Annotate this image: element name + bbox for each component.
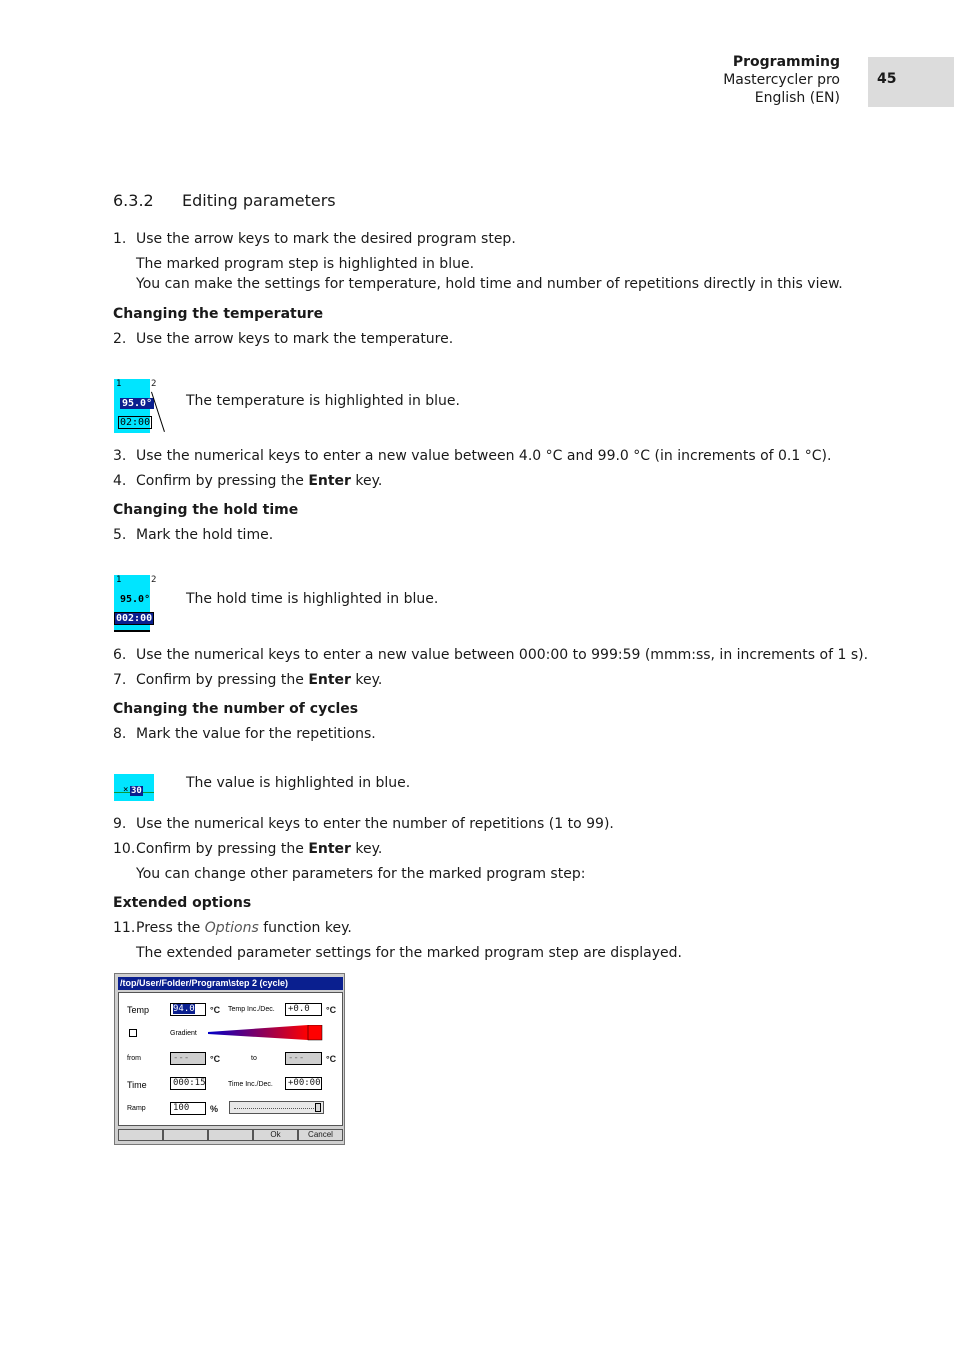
running-header (723, 53, 840, 107)
temp-unit: °C (210, 1005, 221, 1015)
to-field[interactable]: --- (285, 1052, 322, 1065)
step-3-number: 3. (113, 448, 127, 464)
options-key-label: Options (204, 920, 259, 936)
step-8-text: Mark the value for the repetitions. (136, 726, 376, 742)
subheading-cycles: Changing the number of cycles (113, 701, 359, 717)
hold-time-caption: The hold time is highlighted in blue. (186, 591, 439, 607)
time-inc-label: Time Inc./Dec. (228, 1081, 273, 1088)
temp-inc-field[interactable]: +0.0 (285, 1003, 322, 1016)
step-11-number: 11. (113, 920, 136, 936)
step-10-text (136, 841, 382, 857)
temp-inc-unit: °C (326, 1005, 337, 1015)
temp-field[interactable] (170, 1003, 206, 1016)
thumb-step-2: 2 (151, 379, 157, 389)
step-2-text: Use the arrow keys to mark the temperature. (136, 331, 454, 347)
section-number: 6.3.2 (113, 191, 154, 210)
to-label: to (251, 1055, 257, 1062)
dialog-title: /top/User/Folder/Program\step 2 (cycle) (118, 977, 343, 990)
step-2-number: 2. (113, 331, 127, 347)
temperature-caption: The temperature is highlighted in blue. (186, 393, 460, 409)
step-7-post: key. (350, 672, 383, 688)
dialog-panel (118, 992, 343, 1126)
time-label: Time (127, 1080, 147, 1090)
cancel-button[interactable]: Cancel (298, 1129, 343, 1141)
to-unit: °C (326, 1054, 337, 1064)
step-1-result-1: The marked program step is highlighted in blue. (136, 256, 475, 272)
step-11-text (136, 920, 352, 936)
temp-label: Temp (127, 1005, 150, 1015)
thumb-step-1: 1 (116, 575, 122, 585)
step-6-number: 6. (113, 647, 127, 663)
step-10-number: 10. (113, 841, 136, 857)
ramp-field[interactable]: 100 (170, 1102, 206, 1115)
extended-options-dialog (114, 973, 345, 1145)
enter-key-label: Enter (308, 841, 351, 857)
step-4-number: 4. (113, 473, 127, 489)
step-5-text: Mark the hold time. (136, 527, 274, 543)
temp-inc-label: Temp Inc./Dec. (228, 1006, 275, 1013)
thumb-step-2: 2 (151, 575, 157, 585)
step-1-text: Use the arrow keys to mark the desired program step. (136, 231, 516, 247)
step-5-number: 5. (113, 527, 127, 543)
thumb-ramp-line (151, 392, 165, 432)
thumb-temperature-highlighted: 95.0° (122, 398, 153, 409)
cycles-screen-thumbnail (114, 774, 154, 801)
from-label: from (127, 1055, 141, 1062)
temp-value: 94.0 (173, 1004, 195, 1014)
step-11-post: function key. (258, 920, 352, 936)
ramp-slider[interactable] (229, 1101, 324, 1114)
step-7-pre: Confirm by pressing the (136, 672, 309, 688)
ramp-label: Ramp (127, 1105, 146, 1112)
page-number-box (868, 57, 954, 107)
enter-key-label: Enter (308, 473, 351, 489)
step-7-number: 7. (113, 672, 127, 688)
ok-button[interactable]: Ok (253, 1129, 298, 1141)
ramp-slider-track (234, 1108, 314, 1109)
time-field[interactable]: 000:15 (170, 1077, 206, 1090)
softkey-1[interactable] (118, 1129, 163, 1141)
hold-time-screen-thumbnail (114, 575, 153, 631)
from-unit: °C (210, 1054, 221, 1064)
step-9-text: Use the numerical keys to enter the number of repetitions (1 to 99). (136, 816, 614, 832)
softkey-2[interactable] (163, 1129, 208, 1141)
step-9-number: 9. (113, 816, 127, 832)
step-7-text (136, 672, 382, 688)
temperature-screen-thumbnail (114, 379, 153, 433)
enter-key-label: Enter (308, 672, 351, 688)
page-number: 45 (877, 71, 897, 87)
thumb-temperature: 95.0° (120, 594, 151, 605)
gradient-checkbox[interactable] (129, 1029, 137, 1037)
step-6-text: Use the numerical keys to enter a new value between 000:00 to 999:59 (mmm:ss, in increments of 1 s). (136, 647, 869, 663)
thumb-step-1: 1 (116, 379, 122, 389)
step-3-text: Use the numerical keys to enter a new value between 4.0 °C and 99.0 °C (in increments of 0.1 °C). (136, 448, 832, 464)
time-inc-field[interactable]: +00:00 (285, 1077, 322, 1090)
step-8-number: 8. (113, 726, 127, 742)
header-chapter: Programming (732, 54, 840, 70)
ramp-slider-handle[interactable] (315, 1103, 321, 1112)
subheading-temperature: Changing the temperature (113, 306, 324, 322)
step-10-post: key. (350, 841, 383, 857)
subheading-extended-options: Extended options (113, 895, 252, 911)
dialog-softkey-bar (118, 1129, 343, 1141)
cycles-caption: The value is highlighted in blue. (186, 775, 411, 791)
gradient-label: Gradient (170, 1030, 197, 1037)
step-4-pre: Confirm by pressing the (136, 473, 309, 489)
step-10-result: You can change other parameters for the marked program step: (136, 866, 586, 882)
step-11-pre: Press the (136, 920, 205, 936)
header-product: Mastercycler pro (723, 72, 840, 88)
step-1-result-2: You can make the settings for temperature, hold time and number of repetitions directly in this view. (136, 276, 843, 292)
thumb-baseline (114, 630, 150, 632)
step-1-number: 1. (113, 231, 127, 247)
softkey-3[interactable] (208, 1129, 253, 1141)
gradient-wedge-icon (208, 1025, 324, 1041)
thumb-hold-time: 02:00 (120, 417, 151, 428)
thumb-hold-time-highlighted: 002:00 (116, 613, 153, 624)
ramp-unit: % (210, 1104, 219, 1114)
thumb-cycles-highlighted: 30 (131, 786, 142, 796)
step-4-post: key. (350, 473, 383, 489)
step-11-result: The extended parameter settings for the marked program step are displayed. (136, 945, 682, 961)
from-field[interactable]: --- (170, 1052, 206, 1065)
section-title: Editing parameters (182, 191, 336, 210)
thumb-cycles-prefix: × (123, 785, 129, 795)
subheading-hold-time: Changing the hold time (113, 502, 299, 518)
step-4-text (136, 473, 382, 489)
step-10-pre: Confirm by pressing the (136, 841, 309, 857)
header-language: English (EN) (754, 90, 840, 106)
